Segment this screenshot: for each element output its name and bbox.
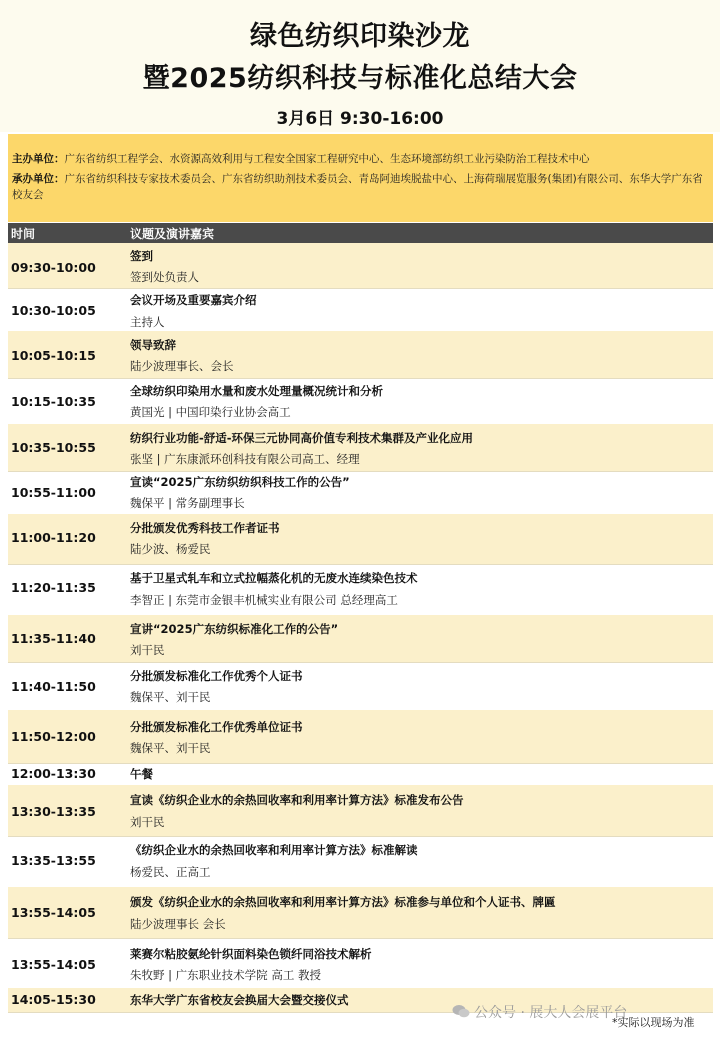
table-row bbox=[8, 887, 713, 939]
row-time: 14:05-15:30 bbox=[11, 992, 96, 1007]
row-time: 13:55-14:05 bbox=[11, 905, 96, 920]
row-speaker: 朱牧野 | 广东职业技术学院 高工 教授 bbox=[130, 968, 321, 982]
row-speaker: 陆少波理事长、会长 bbox=[130, 359, 234, 373]
row-topic: 基于卫星式轧车和立式拉幅蒸化机的无废水连续染色技术 bbox=[130, 571, 418, 585]
row-topic: 午餐 bbox=[130, 767, 153, 781]
row-time: 13:30-13:35 bbox=[11, 804, 96, 819]
row-topic: 宣读“2025广东纺织纺织科技工作的公告” bbox=[130, 475, 350, 489]
organizers-box bbox=[8, 134, 713, 222]
row-speaker: 魏保平、刘干民 bbox=[130, 741, 211, 755]
row-topic: 纺织行业功能-舒适-环保三元协同高价值专利技术集群及产业化应用 bbox=[130, 431, 474, 445]
table-row bbox=[8, 710, 713, 764]
row-speaker: 黄国光 | 中国印染行业协会高工 bbox=[130, 405, 291, 419]
row-topic: 分批颁发标准化工作优秀个人证书 bbox=[130, 669, 303, 683]
row-time: 10:30-10:05 bbox=[11, 303, 96, 318]
wechat-icon bbox=[452, 1004, 470, 1018]
table-row bbox=[8, 331, 713, 379]
co-organizer-text: 广东省纺织科技专家技术委员会、广东省纺织助剂技术委员会、青岛阿迪埃脱盐中心、上海荷瑞展览服务(集团)有限公司、东华大学广东省校友会 bbox=[12, 173, 703, 201]
column-header-time: 时间 bbox=[11, 227, 36, 241]
row-speaker: 刘干民 bbox=[130, 643, 165, 657]
row-time: 13:55-14:05 bbox=[11, 957, 96, 972]
row-topic: 领导致辞 bbox=[130, 338, 176, 352]
row-time: 11:40-11:50 bbox=[11, 679, 96, 694]
table-row bbox=[8, 378, 713, 425]
row-topic: 全球纺织印染用水量和废水处理量概况统计和分析 bbox=[130, 384, 383, 398]
table-row bbox=[8, 615, 713, 663]
row-topic: 东华大学广东省校友会换届大会暨交接仪式 bbox=[130, 993, 349, 1007]
table-header bbox=[8, 223, 713, 243]
row-speaker: 魏保平 | 常务副理事长 bbox=[130, 496, 245, 510]
row-topic: 宣读《纺织企业水的余热回收率和利用率计算方法》标准发布公告 bbox=[130, 793, 464, 807]
table-row bbox=[8, 424, 713, 472]
row-speaker: 李智正 | 东莞市金银丰机械实业有限公司 总经理高工 bbox=[130, 593, 398, 607]
column-header-topic: 议题及演讲嘉宾 bbox=[130, 227, 215, 241]
table-row bbox=[8, 785, 713, 837]
page-subtitle: 暨2025纺织科技与标准化总结大会 bbox=[142, 63, 578, 94]
row-time: 10:15-10:35 bbox=[11, 394, 96, 409]
row-topic: 分批颁发优秀科技工作者证书 bbox=[130, 521, 280, 535]
row-time: 10:05-10:15 bbox=[11, 348, 96, 363]
row-topic: 《纺织企业水的余热回收率和利用率计算方法》标准解读 bbox=[130, 843, 418, 857]
row-time: 11:20-11:35 bbox=[11, 580, 96, 595]
row-time: 09:30-10:00 bbox=[11, 260, 96, 275]
row-time: 13:35-13:55 bbox=[11, 853, 96, 868]
table-row bbox=[8, 564, 713, 616]
row-speaker: 魏保平、刘干民 bbox=[130, 690, 211, 704]
table-row bbox=[8, 288, 713, 332]
row-topic: 签到 bbox=[130, 249, 153, 263]
watermark-text: 公众号 · 展大人会展平台 bbox=[474, 1005, 628, 1021]
table-row bbox=[8, 471, 713, 515]
row-time: 11:50-12:00 bbox=[11, 729, 96, 744]
host-line bbox=[12, 151, 590, 167]
row-time: 11:35-11:40 bbox=[11, 631, 96, 646]
row-speaker: 签到处负责人 bbox=[130, 270, 199, 284]
table-row bbox=[8, 938, 713, 989]
row-time: 12:00-13:30 bbox=[11, 766, 96, 781]
row-topic: 莱赛尔粘胶氨纶针织面料染色锁纤同浴技术解析 bbox=[130, 947, 372, 961]
row-speaker: 主持人 bbox=[130, 315, 165, 329]
row-topic: 分批颁发标准化工作优秀单位证书 bbox=[130, 720, 303, 734]
host-text: 广东省纺织工程学会、水资源高效利用与工程安全国家工程研究中心、生态环境部纺织工业污染防治工程技术中心 bbox=[64, 153, 590, 165]
row-speaker: 陆少波理事长 会长 bbox=[130, 917, 226, 931]
row-speaker: 张坚 | 广东康派环创科技有限公司高工、经理 bbox=[130, 452, 360, 466]
row-topic: 会议开场及重要嘉宾介绍 bbox=[130, 293, 257, 307]
co-organizer-line bbox=[12, 171, 707, 203]
event-date: 3月6日 9:30-16:00 bbox=[276, 109, 444, 129]
row-speaker: 杨爱民、正高工 bbox=[130, 865, 211, 879]
table-row bbox=[8, 763, 713, 786]
row-time: 10:55-11:00 bbox=[11, 485, 96, 500]
table-row bbox=[8, 662, 713, 711]
footnote: *实际以现场为准 bbox=[612, 1016, 695, 1029]
co-organizer-label: 承办单位： bbox=[12, 173, 65, 185]
host-label: 主办单位： bbox=[12, 153, 65, 165]
row-time: 10:35-10:55 bbox=[11, 440, 96, 455]
row-topic: 宣讲“2025广东纺织标准化工作的公告” bbox=[130, 622, 339, 636]
row-time: 11:00-11:20 bbox=[11, 530, 96, 545]
row-speaker: 陆少波、杨爱民 bbox=[130, 542, 211, 556]
header bbox=[0, 0, 720, 132]
table-row bbox=[8, 514, 713, 565]
row-topic: 颁发《纺织企业水的余热回收率和利用率计算方法》标准参与单位和个人证书、牌匾 bbox=[130, 895, 556, 909]
page-title: 绿色纺织印染沙龙 bbox=[250, 21, 470, 52]
table-row bbox=[8, 836, 713, 888]
table-row bbox=[8, 243, 713, 289]
row-speaker: 刘干民 bbox=[130, 815, 165, 829]
